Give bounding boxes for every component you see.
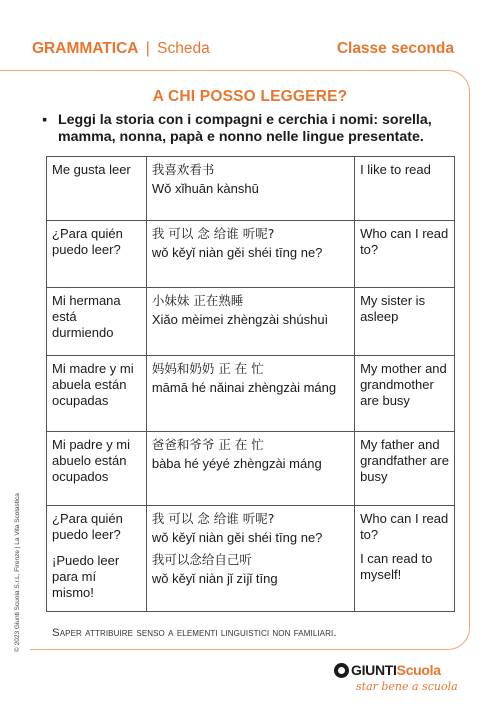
spanish-text: Mi madre y mi abuela están ocupadas	[52, 361, 134, 408]
pinyin-text: Xiǎo mèimei zhèngzài shúshuì	[151, 312, 329, 327]
spanish-text: Mi padre y mi abuelo están ocupados	[52, 437, 131, 484]
english-text-2: I can read to myself!	[360, 551, 433, 582]
chinese-text-2: 我可以念给自己听	[151, 552, 252, 567]
spanish-cell	[47, 356, 147, 432]
spanish-cell	[47, 221, 147, 288]
chinese-text: 我 可以 念 给谁 听呢?	[151, 226, 275, 241]
bullet-icon: ▪	[42, 112, 48, 128]
english-text: My sister is asleep	[360, 293, 426, 324]
pinyin-text: Wǒ xǐhuān kànshū	[151, 181, 259, 196]
giunti-logo-icon	[334, 663, 349, 678]
spanish-text: ¿Para quién puedo leer?	[52, 511, 123, 542]
pinyin-text: māmā hé nǎinai zhèngzài máng	[151, 380, 337, 395]
english-cell	[355, 506, 455, 612]
instruction-text: Leggi la storia con i compagni e cerchia i nomi: sorella, mamma, nonna, papà e nonno nelle lingue presentate.	[58, 112, 432, 145]
frame-top-rule	[0, 70, 31, 71]
chinese-text: 小妹妹 正在熟睡	[151, 293, 244, 308]
spanish-cell	[47, 432, 147, 506]
header-separator: |	[145, 40, 150, 57]
pinyin-text: bàba hé yéyé zhèngzài máng	[151, 456, 322, 471]
english-cell	[355, 288, 455, 356]
english-cell	[355, 356, 455, 432]
chinese-cell	[146, 506, 354, 612]
english-cell	[355, 432, 455, 506]
pinyin-text-2: wǒ kěyǐ niàn jǐ zìjǐ tīng	[151, 571, 278, 586]
sheet-label: Scheda	[157, 40, 210, 57]
instruction	[42, 112, 462, 146]
class-label: Classe seconda	[336, 40, 454, 57]
table-row	[47, 221, 455, 288]
english-text: Who can I read to?	[360, 511, 449, 542]
spanish-text-2: ¡Puedo leer para mí mismo!	[52, 553, 120, 600]
table-row	[47, 157, 455, 221]
chinese-text: 我喜欢看书	[151, 162, 215, 177]
spanish-cell	[47, 288, 147, 356]
chinese-cell	[146, 157, 354, 221]
spanish-cell	[47, 506, 147, 612]
chinese-cell	[146, 288, 354, 356]
copyright-notice: © 2023 Giunti Scuola S.r.L, Firenze | La Vita Scolastica	[14, 493, 21, 652]
spanish-text: ¿Para quién puedo leer?	[52, 226, 123, 257]
header-section	[32, 40, 210, 58]
english-text: My mother and grandmother are busy	[360, 361, 447, 408]
worksheet-title: A CHI POSSO LEGGERE?	[152, 88, 348, 105]
english-text: I like to read	[360, 162, 431, 177]
chinese-cell	[146, 221, 354, 288]
logo-brand-sub: Scuola	[396, 662, 441, 678]
pinyin-text: wǒ kěyǐ niàn gěi shéi tīng ne?	[151, 245, 323, 260]
chinese-cell	[146, 356, 354, 432]
table-row	[47, 432, 455, 506]
spanish-text: Me gusta leer	[52, 162, 131, 177]
chinese-text: 我 可以 念 给谁 听呢?	[151, 511, 275, 526]
publisher-logo	[334, 662, 458, 698]
english-cell	[355, 221, 455, 288]
section-name: GRAMMATICA	[32, 40, 139, 57]
spanish-text: Mi hermana está durmiendo	[52, 293, 121, 340]
logo-brand	[351, 662, 441, 678]
chinese-text: 爸爸和爷爷 正 在 忙	[151, 437, 264, 452]
spanish-cell	[47, 157, 147, 221]
logo-brand-main: GIUNTI	[351, 662, 397, 678]
page-header	[32, 40, 454, 62]
chinese-text: 妈妈和奶奶 正 在 忙	[151, 361, 264, 376]
english-text: My father and grandfather are busy	[360, 437, 449, 484]
phrase-table	[46, 156, 455, 612]
english-cell	[355, 157, 455, 221]
pinyin-text: wǒ kěyǐ niàn gěi shéi tīng ne?	[151, 530, 323, 545]
table-row	[47, 288, 455, 356]
chinese-cell	[146, 432, 354, 506]
logo-tagline: star bene a scuola	[356, 680, 458, 693]
table-row	[47, 506, 455, 612]
skill-note-text: Saper attribuire senso a elementi linguistici non familiari.	[52, 627, 337, 639]
skill-note	[52, 627, 452, 639]
english-text: Who can I read to?	[360, 226, 449, 257]
table-row	[47, 356, 455, 432]
